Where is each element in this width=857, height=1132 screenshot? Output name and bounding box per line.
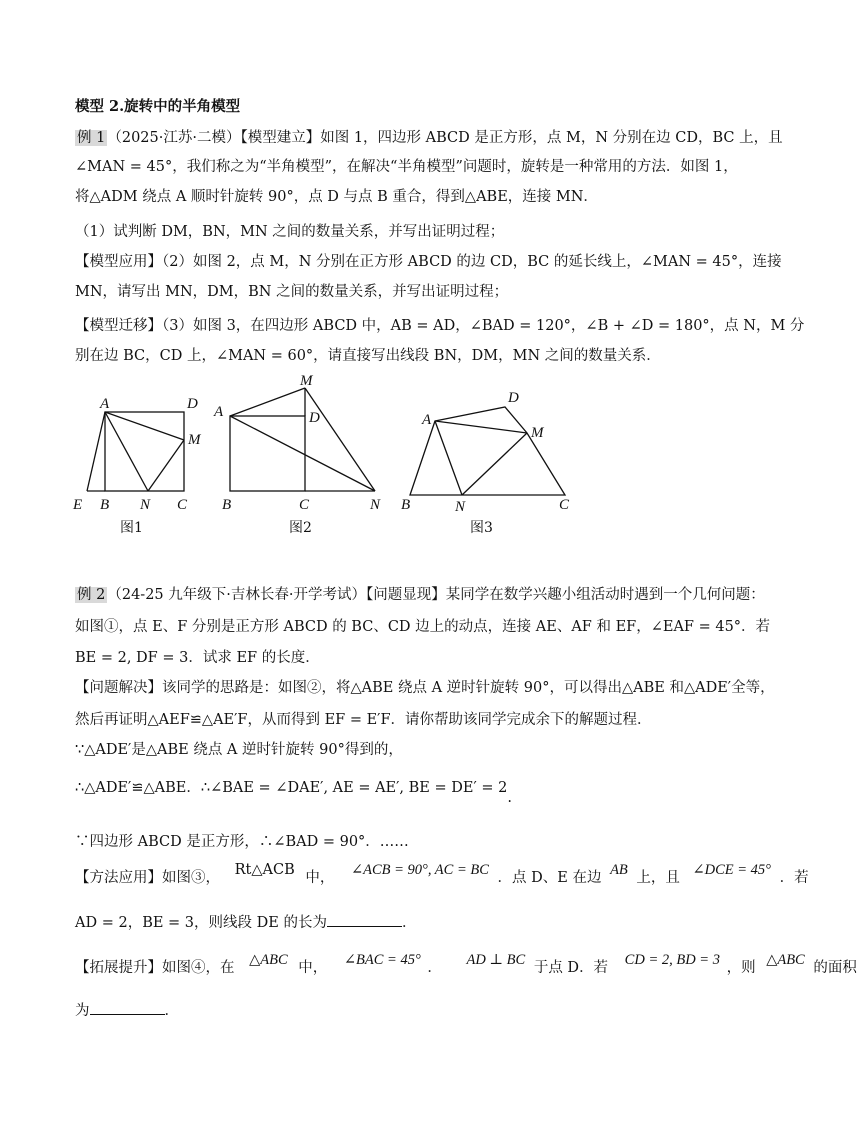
ex2-l11-f: AD ⊥ BC: [466, 952, 526, 968]
ex2-line-7: [75, 778, 512, 806]
ex2-l11-h: CD = 2, BD = 3: [624, 952, 720, 968]
fig2-label-C: C: [299, 497, 310, 513]
ex2-l10-b: ．: [401, 915, 417, 931]
section-title: 模型 2.旋转中的半角模型: [75, 98, 241, 115]
fig3-label-B: B: [401, 497, 411, 513]
figure-3: [401, 390, 570, 536]
ex2-line-5: 然后再证明△AEF≌△AE′F，从而得到 EF = E′F．请你帮助该同学完成余下的解题过程．: [75, 712, 652, 728]
ex1-line-5: 【模型应用】（2）如图 2，点 M，N 分别在正方形 ABCD 的边 CD，BC 的延长线上，∠MAN = 45°，连接: [75, 254, 782, 270]
ex2-l11-b: △ABC: [249, 952, 288, 968]
ex1-label: 例 1: [77, 130, 106, 146]
fig2-label-B: B: [222, 497, 232, 513]
fig3-label-C: C: [559, 497, 570, 513]
ex1-line-4: （1）试判断 DM，BN，MN 之间的数量关系，并写出证明过程；: [75, 224, 505, 240]
ex1-text-1: （2025·江苏·二模）【模型建立】如图 1，四边形 ABCD 是正方形，点 M，N 分别在边 CD，BC 上，且: [107, 130, 783, 146]
ex2-line-3: BE = 2, DF = 3．试求 EF 的长度．: [75, 650, 320, 666]
fig2-caption: 图2: [289, 520, 312, 536]
figure-2: [213, 373, 381, 536]
figure-1: [72, 396, 202, 536]
ex2-l9-d: ∠ACB = 90°, AC = BC: [350, 862, 489, 878]
ex2-l12-a: 为: [75, 1003, 90, 1019]
fig1-label-E: E: [73, 497, 83, 513]
ex1-line-2: ∠MAN = 45°，我们称之为“半角模型”，在解决“半角模型”问题时，旋转是一种常用的方法．如图 1，: [75, 159, 738, 175]
ex2-l9-g: 上，且: [636, 870, 680, 886]
ex2-period-7: .: [507, 790, 512, 806]
fig1-label-M: M: [188, 432, 201, 448]
fig3-label-A: A: [422, 412, 432, 428]
ex2-line-2: 如图①，点 E、F 分别是正方形 ABCD 的 BC、CD 边上的动点，连接 AE、AF 和 EF，∠EAF = 45°．若: [75, 619, 771, 635]
ex2-l11-e: ．: [427, 960, 442, 976]
fig2-label-N: N: [370, 497, 381, 513]
ex2-line-1: [75, 585, 765, 605]
ex2-l12-b: ．: [164, 1003, 179, 1019]
fig1-square: [105, 412, 184, 491]
ex2-text-1: （24-25 九年级下·吉林长春·开学考试）【问题显现】某同学在数学兴趣小组活动时遇到一个几何问题：: [107, 587, 765, 603]
ex1-line-7: 【模型迁移】（3）如图 3，在四边形 ABCD 中，AB = AD，∠BAD = 120°，∠B + ∠D = 180°，点 N，M 分: [75, 318, 805, 334]
ex2-l9-h: ∠DCE = 45°: [692, 862, 771, 878]
fig3-label-N: N: [455, 499, 466, 515]
figures-row: [0, 368, 800, 538]
ex2-line-6: ∵△ADE′是△ABE 绕点 A 逆时针旋转 90°得到的，: [75, 742, 403, 758]
ex1-line-6: MN，请写出 MN，DM，BN 之间的数量关系，并写出证明过程；: [75, 284, 509, 300]
ex2-l9-e: ．点 D、E 在边: [497, 870, 602, 886]
ex2-l11-d: ∠BAC = 45°: [343, 952, 421, 968]
ex2-line-9: [75, 862, 809, 888]
ex2-label: 例 2: [77, 587, 106, 603]
ex2-l11-j: △ABC: [766, 952, 805, 968]
ex2-l11-i: ，则: [726, 960, 756, 976]
fig3-label-D: D: [508, 390, 519, 406]
fig3-quadrilateral: [410, 407, 565, 495]
fig2-square: [230, 416, 305, 491]
fig1-label-C: C: [177, 497, 188, 513]
fig1-label-B: B: [100, 497, 110, 513]
answer-blank-1[interactable]: [327, 912, 402, 927]
ex2-l11-g: 于点 D．若: [533, 960, 609, 976]
ex2-l11-a: 【拓展提升】如图④，在: [75, 960, 235, 976]
ex2-line-12: [75, 1000, 179, 1021]
ex2-l9-i: ．若: [779, 870, 809, 886]
fig2-label-A: A: [214, 404, 224, 420]
ex2-l10-a: AD = 2，BE = 3，则线段 DE 的长为: [75, 915, 327, 931]
ex2-line-11: [75, 952, 857, 978]
ex2-l11-k: 的面积: [813, 960, 857, 976]
fig1-caption: 图1: [120, 520, 143, 536]
ex2-text-7: ∴△ADE′≌△ABE．∴∠BAE = ∠DAE′, AE = AE′, BE = DE′ = 2: [75, 780, 508, 796]
fig1-label-D: D: [187, 396, 198, 412]
fig2-label-D: D: [309, 410, 320, 426]
ex2-l9-c: 中，: [305, 870, 335, 886]
ex2-l9-b: Rt△ACB: [234, 862, 295, 878]
fig3-caption: 图3: [470, 520, 493, 536]
ex1-line-8: 别在边 BC，CD 上，∠MAN = 60°，请直接写出线段 BN，DM，MN 之间的数量关系．: [75, 348, 661, 364]
ex2-line-4: 【问题解决】该同学的思路是：如图②，将△ABE 绕点 A 逆时针旋转 90°，可以得出△ABE 和△ADE′全等，: [75, 680, 775, 696]
ex1-line-1: [75, 128, 783, 148]
ex1-line-3: 将△ADM 绕点 A 顺时针旋转 90°，点 D 与点 B 重合，得到△ABE，连接 MN．: [75, 189, 598, 205]
ex2-l9-a: 【方法应用】如图③，: [75, 870, 220, 886]
ex2-l9-f: AB: [610, 862, 628, 878]
ex2-line-8: ∵四边形 ABCD 是正方形，∴∠BAD = 90°．……: [75, 834, 409, 850]
ex2-line-10: [75, 912, 416, 933]
ex2-l11-c: 中，: [298, 960, 328, 976]
answer-blank-2[interactable]: [90, 1000, 165, 1015]
fig1-label-A: A: [100, 396, 110, 412]
fig1-label-N: N: [140, 497, 151, 513]
fig3-label-M: M: [531, 425, 544, 441]
fig2-label-M: M: [300, 373, 313, 389]
